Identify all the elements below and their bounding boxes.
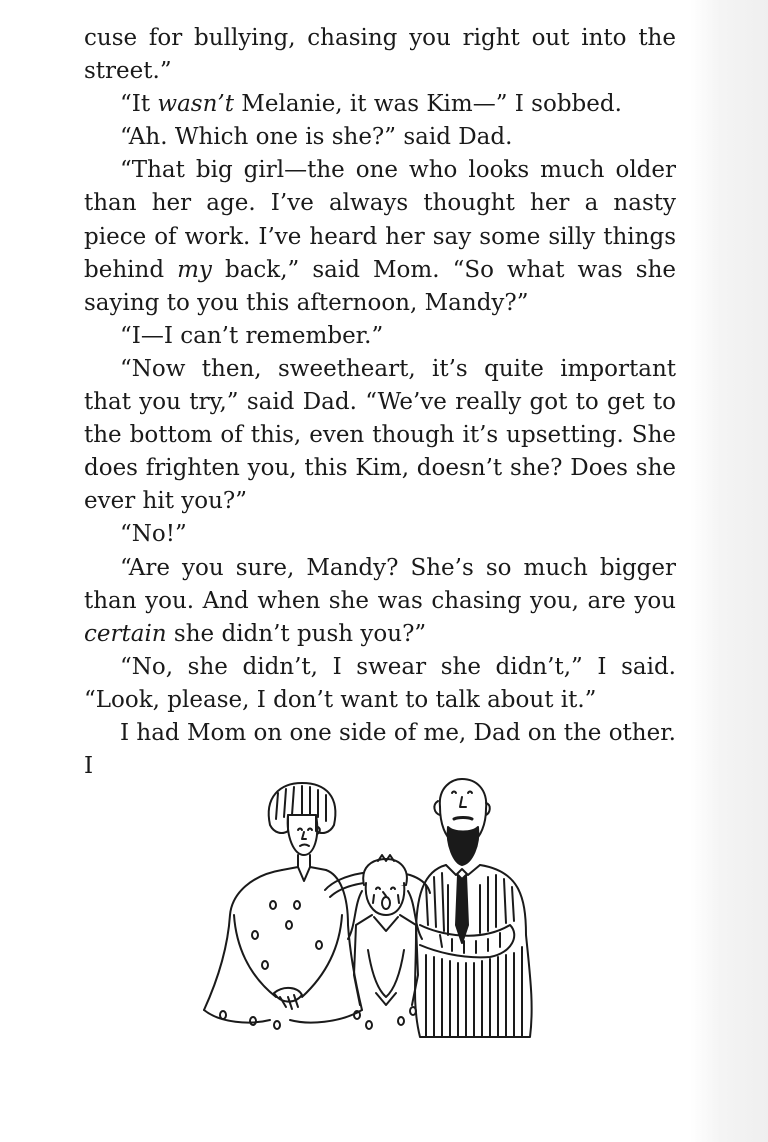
family-illustration xyxy=(190,775,546,1050)
book-page-text xyxy=(84,22,676,783)
text-run: back,” said Mom. “So what was she saying to you this afternoon, Mandy?” xyxy=(84,256,676,316)
paragraph xyxy=(84,518,676,551)
paragraph xyxy=(84,154,676,319)
paragraph xyxy=(84,320,676,353)
text-run: “No!” xyxy=(120,521,187,548)
text-run: “Ah. Which one is she?” said Dad. xyxy=(120,124,513,151)
paragraph xyxy=(84,353,676,518)
text-run: “Now then, sweetheart, it’s quite important that you try,” said Dad. “We’ve really got to get to the bottom of this, even though it’s upsetting. She does frighten you, this Kim, doesn’t she? Does she ever hit you?” xyxy=(84,355,676,515)
text-run: “Are you sure, Mandy? She’s so much bigger than you. And when she was chasing you, are you xyxy=(84,554,676,614)
paragraph xyxy=(84,552,676,651)
text-run: “That big girl—the one who looks much older than her age. I’ve always thought her a nasty piece of work. I’ve heard her say some silly things behind xyxy=(84,157,676,283)
italic-text: my xyxy=(177,256,212,283)
text-run: she didn’t push you?” xyxy=(166,620,427,647)
page-right-margin xyxy=(690,0,768,1142)
text-run: Melanie, it was Kim—” I sobbed. xyxy=(233,91,622,118)
paragraph xyxy=(84,121,676,154)
text-run: I had Mom on one side of me, Dad on the other. I xyxy=(84,719,676,780)
italic-text: wasn’t xyxy=(157,91,234,118)
mom-figure xyxy=(204,783,362,1029)
text-run: “I—I can’t remember.” xyxy=(120,322,384,349)
paragraph xyxy=(84,88,676,121)
dad-figure xyxy=(415,779,532,1037)
text-run: “No, she didn’t, I swear she didn’t,” I said. “Look, please, I don’t want to talk about it.” xyxy=(84,653,676,713)
text-run: “It xyxy=(120,91,158,118)
paragraph xyxy=(84,22,676,88)
paragraph xyxy=(84,717,676,783)
italic-text: certain xyxy=(84,620,167,647)
paragraph xyxy=(84,651,676,717)
text-run: cuse for bullying, chasing you right out into the street.” xyxy=(84,25,676,85)
girl-figure xyxy=(348,855,422,1029)
